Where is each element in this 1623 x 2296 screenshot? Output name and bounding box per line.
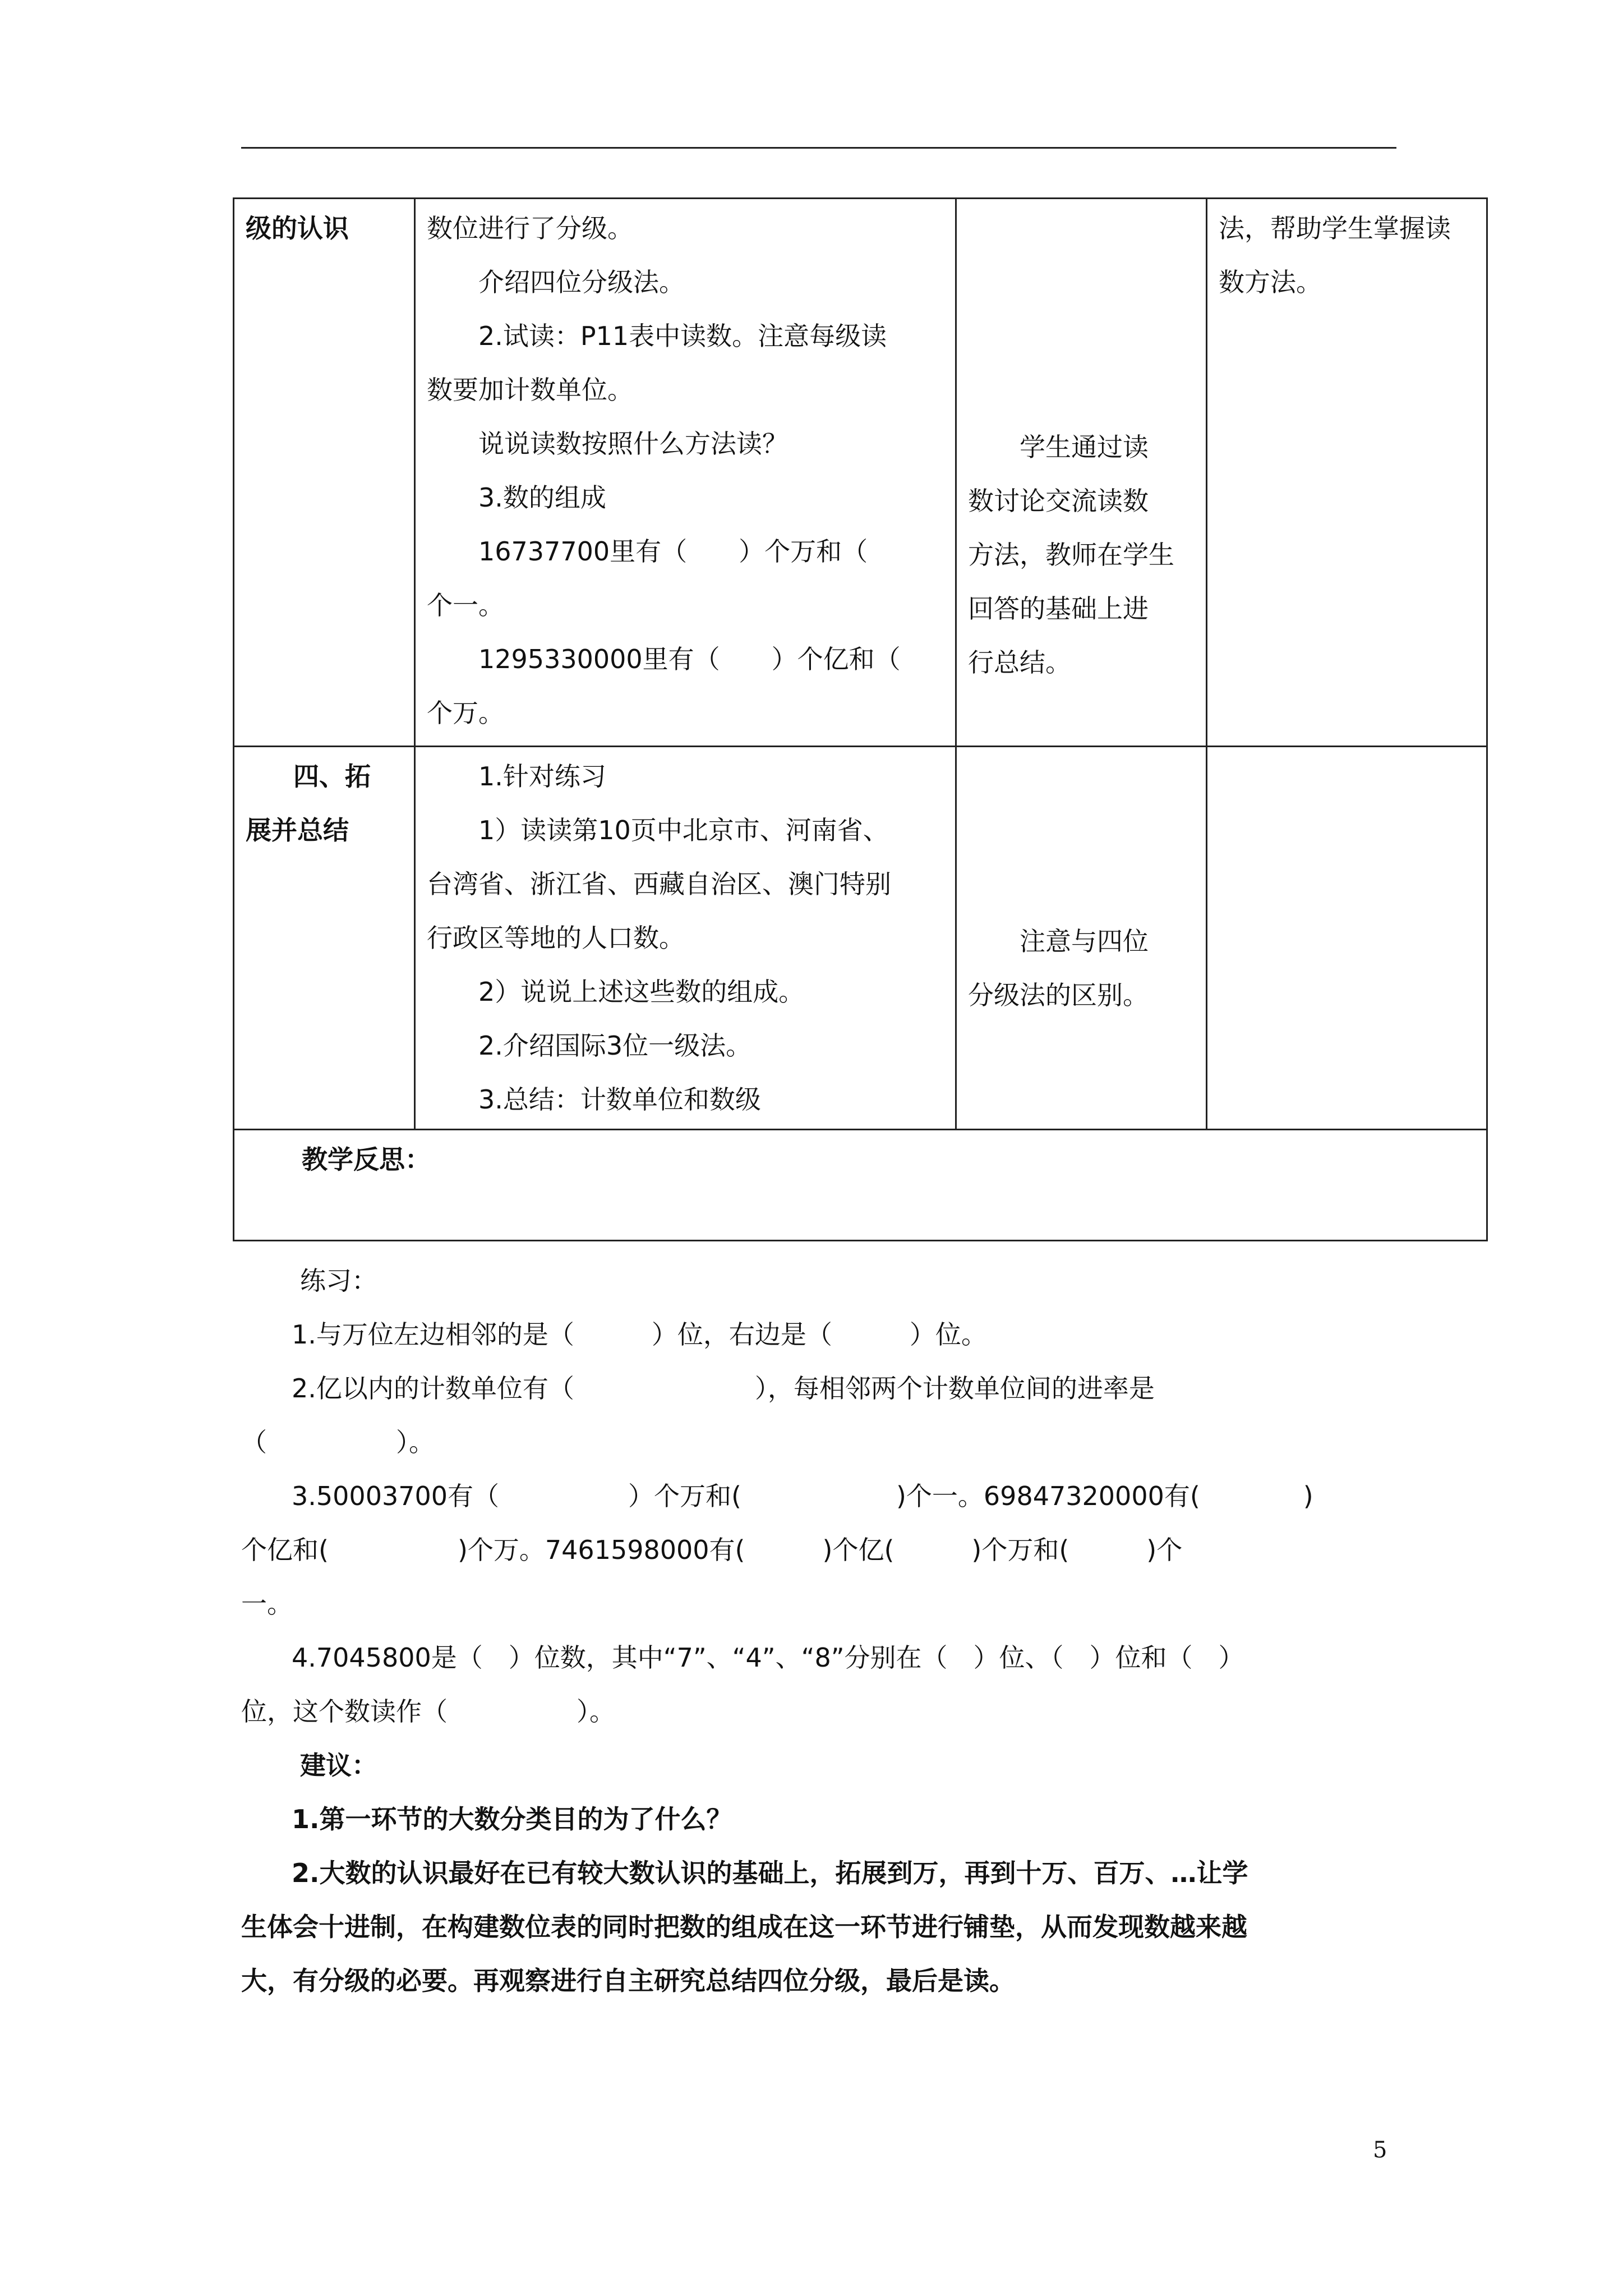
page-number: 5 [1373, 2137, 1387, 2163]
activity-line: 方法，教师在学生 [968, 540, 1174, 570]
content-line: 数位进行了分级。 [427, 213, 633, 243]
content-line: 2.试读：P11表中读数。注意每级读 [478, 321, 887, 351]
stage-label: 级的认识 [246, 213, 349, 243]
purpose-cell [1207, 747, 1487, 1130]
activity-line: 行总结。 [968, 647, 1071, 678]
stage-cell [234, 199, 415, 747]
content-line: 台湾省、浙江省、西藏自治区、澳门特别 [427, 869, 891, 899]
activity-line: 数讨论交流读数 [968, 486, 1149, 516]
activity-line: 学生通过读 [1020, 432, 1149, 462]
exercise-line: 个亿和( )个万。7461598000有( )个亿( )个万和( )个 [241, 1535, 1183, 1565]
content-cell [415, 747, 956, 1130]
table-row [234, 1130, 1487, 1241]
content-line: 2.介绍国际3位一级法。 [478, 1030, 752, 1061]
content-line: 16737700里有（ ）个万和（ [478, 536, 868, 567]
content-line: 1）读读第10页中北京市、河南省、 [478, 815, 889, 845]
content-line: 说说读数按照什么方法读？ [478, 429, 788, 459]
exercises-section [241, 1254, 1402, 2008]
content-line: 2）说说上述这些数的组成。 [478, 977, 805, 1007]
header-rule [241, 147, 1396, 149]
exercise-line: 位，这个数读作（ ）。 [241, 1696, 615, 1727]
content-line: 行政区等地的人口数。 [427, 923, 685, 953]
content-line: 3.总结：计数单位和数级 [478, 1084, 761, 1115]
content-line: 个一。 [427, 590, 504, 620]
activity-line: 回答的基础上进 [968, 593, 1149, 624]
suggestion-line: 生体会十进制，在构建数位表的同时把数的组成在这一环节进行铺垫，从而发现数越来越 [241, 1912, 1247, 1942]
purpose-cell [1207, 199, 1487, 747]
exercises-title: 练习： [300, 1266, 377, 1296]
suggestion-line: 2.大数的认识最好在已有较大数认识的基础上，拓展到万，再到十万、百万、…让学 [292, 1858, 1248, 1888]
exercise-line: （ ）。 [241, 1427, 435, 1457]
exercise-line: 1.与万位左边相邻的是（ ）位，右边是（ ）位。 [292, 1319, 987, 1350]
content-line: 个万。 [427, 698, 504, 728]
content-cell [415, 199, 956, 747]
purpose-line: 法，帮助学生掌握读 [1219, 213, 1451, 243]
table-row [234, 199, 1487, 747]
activity-line: 注意与四位 [1020, 926, 1149, 956]
suggestions-title: 建议： [300, 1750, 377, 1780]
suggestion-line: 1.第一环节的大数分类目的为了什么？ [292, 1804, 732, 1834]
stage-label: 四、拓 [293, 761, 371, 792]
stage-cell [234, 747, 415, 1130]
activity-cell [956, 747, 1207, 1130]
content-line: 介绍四位分级法。 [478, 267, 685, 297]
exercise-line: 2.亿以内的计数单位有（ ），每相邻两个计数单位间的进率是 [292, 1373, 1155, 1404]
content-line: 1295330000里有（ ）个亿和（ [478, 644, 901, 674]
content-line: 数要加计数单位。 [427, 375, 633, 405]
exercise-line: 3.50003700有（ ）个万和( )个一。69847320000有( ) [292, 1481, 1313, 1511]
reflection-cell [234, 1130, 1487, 1241]
purpose-line: 数方法。 [1219, 267, 1322, 297]
content-line: 1.针对练习 [478, 761, 606, 792]
content-line: 3.数的组成 [478, 482, 606, 513]
table-row [234, 747, 1487, 1130]
exercise-line: 4.7045800是（ ）位数，其中“7”、“4”、“8”分别在（ ）位、（ ）位和（ ） [292, 1642, 1244, 1673]
reflection-label: 教学反思： [302, 1144, 431, 1175]
stage-label: 展并总结 [246, 815, 349, 845]
lesson-plan-table [233, 197, 1488, 1241]
exercise-line: 一。 [241, 1589, 293, 1619]
activity-line: 分级法的区别。 [968, 980, 1149, 1010]
activity-cell [956, 199, 1207, 747]
suggestion-line: 大，有分级的必要。再观察进行自主研究总结四位分级，最后是读。 [241, 1966, 1015, 1996]
